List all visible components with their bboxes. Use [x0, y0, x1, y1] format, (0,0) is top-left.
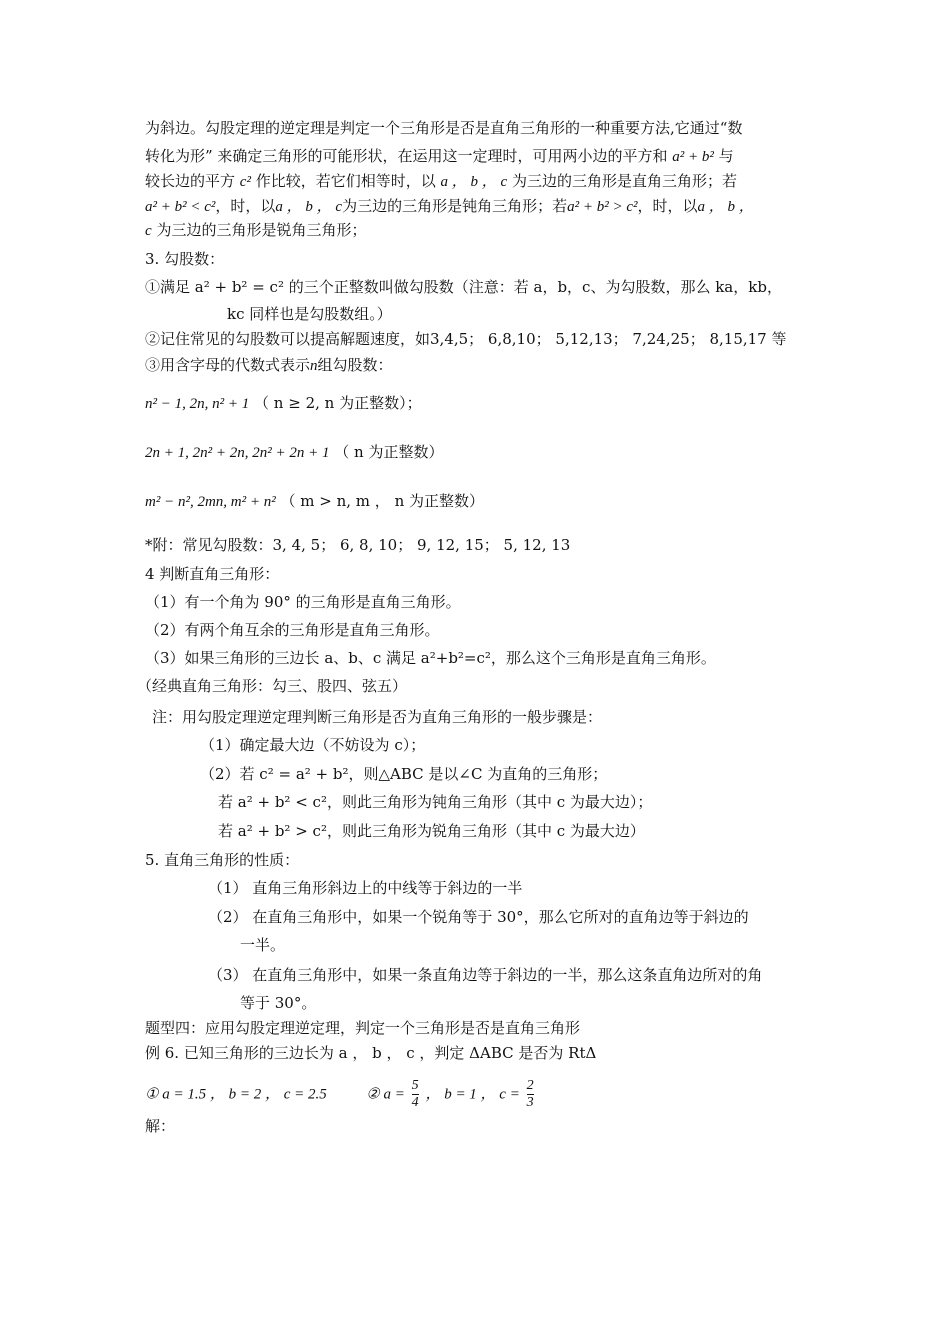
fraction — [412, 1078, 419, 1111]
math-expression: ， b = 1 ， c = — [425, 1086, 520, 1103]
text: ，时，以 — [637, 197, 698, 215]
numerator: 5 — [411, 1078, 419, 1093]
paragraph-line — [145, 145, 734, 168]
paragraph-line — [145, 219, 366, 242]
math-expression: c² — [239, 174, 251, 190]
paragraph-line — [145, 195, 754, 218]
example-question-line — [145, 1078, 536, 1111]
math-expression: a² + b² < c² — [145, 199, 216, 215]
paragraph-line: 为斜边。勾股定理的逆定理是判定一个三角形是否是直角三角形的一种重要方法,它通过“数 — [145, 119, 743, 137]
list-item: ①满足 a² + b² = c² 的三个正整数叫做勾股数（注意：若 a，b，c、为勾股数，那么 ka，kb， — [145, 278, 782, 296]
text: 作比较，若它们相等时，以 — [255, 172, 436, 190]
denominator: 3 — [526, 1095, 534, 1110]
list-item: （1）有一个角为 90° 的三角形是直角三角形。 — [145, 593, 461, 611]
list-item: （2）有两个角互余的三角形是直角三角形。 — [145, 621, 440, 639]
list-item: （3）如果三角形的三边长 a、b、c 满足 a²+b²=c²，那么这个三角形是直角三角形。 — [145, 649, 716, 667]
text: ，时，以 — [215, 197, 276, 215]
math-expression: ① a = 1.5 ， b = 2 ， c = 2.5 — [145, 1086, 327, 1103]
text: （ m > n, m ， n 为正整数） — [280, 492, 484, 510]
fraction — [527, 1078, 534, 1111]
note-line: *附：常见勾股数：3, 4, 5； 6, 8, 10； 9, 12, 15； 5, 12, 13 — [145, 536, 571, 554]
section-heading: 4 判断直角三角形： — [145, 565, 280, 583]
list-item: ②记住常见的勾股数可以提高解题速度，如3,4,5； 6,8,10； 5,12,13； 7,24,25； 8,15,17 等 — [145, 330, 787, 348]
math-expression: ② a = — [366, 1086, 405, 1103]
list-item: （2）若 c² = a² + b²，则△ABC 是以∠C 为直角的三角形； — [200, 765, 608, 783]
text: ③用含字母的代数式表示 — [145, 356, 311, 374]
denominator: 4 — [411, 1095, 419, 1110]
formula-line — [145, 392, 422, 415]
math-expression: 2n + 1, 2n² + 2n, 2n² + 2n + 1 — [145, 445, 330, 461]
text: 为三边的三角形是直角三角形；若 — [511, 172, 737, 190]
answer-label: 解： — [145, 1117, 176, 1135]
example-line: 例 6. 已知三角形的三边长为 a ， b ， c ，判定 ΔABC 是否为 RtΔ — [145, 1044, 597, 1062]
section-heading: 5. 直角三角形的性质： — [145, 851, 300, 869]
math-expression: n² − 1, 2n, n² + 1 — [145, 396, 250, 412]
list-item: 若 a² + b² > c²，则此三角形为锐角三角形（其中 c 为最大边） — [218, 822, 645, 840]
paragraph-line — [145, 170, 737, 193]
formula-line — [145, 441, 443, 464]
math-expression: m² − n², 2mn, m² + n² — [145, 494, 276, 510]
math-expression: c — [145, 223, 152, 239]
formula-line — [145, 490, 484, 513]
text: （ n ≥ 2, n 为正整数）； — [254, 394, 422, 412]
math-expression: n — [310, 358, 318, 374]
list-item-continuation: 一半。 — [240, 936, 286, 954]
text: 较长边的平方 — [145, 172, 236, 190]
list-item: （3） 在直角三角形中，如果一条直角边等于斜边的一半，那么这条直角边所对的角 — [208, 966, 763, 984]
text: 转化为形” 来确定三角形的可能形状，在运用这一定理时，可用两小边的平方和 — [145, 147, 668, 165]
list-item: （1） 直角三角形斜边上的中线等于斜边的一半 — [208, 879, 523, 897]
math-expression: a ， b ， — [697, 199, 754, 215]
text: 与 — [718, 147, 734, 165]
text: （ n 为正整数） — [334, 443, 444, 461]
text: 为三边的三角形是钝角三角形；若 — [342, 197, 568, 215]
math-expression: a ， b ， c — [275, 199, 343, 215]
numerator: 2 — [526, 1078, 534, 1093]
math-expression: a² + b² > c² — [567, 199, 638, 215]
section-heading: 题型四：应用勾股定理逆定理，判定一个三角形是否是直角三角形 — [145, 1019, 581, 1037]
math-expression: a² + b² — [672, 149, 714, 165]
section-heading: 3. 勾股数： — [145, 250, 225, 268]
note-line: 注：用勾股定理逆定理判断三角形是否为直角三角形的一般步骤是： — [152, 708, 603, 726]
text: 组勾股数： — [317, 356, 393, 374]
note-line: （经典直角三角形：勾三、股四、弦五） — [137, 677, 408, 695]
list-item-continuation: kc 同样也是勾股数组。） — [227, 305, 392, 323]
math-expression: a ， b ， c — [440, 174, 508, 190]
list-item: 若 a² + b² < c²，则此三角形为钝角三角形（其中 c 为最大边）； — [218, 793, 653, 811]
list-item-continuation: 等于 30°。 — [240, 994, 317, 1012]
text: 为三边的三角形是锐角三角形； — [156, 221, 367, 239]
list-item — [145, 354, 393, 377]
list-item: （1）确定最大边（不妨设为 c）； — [200, 736, 426, 754]
list-item: （2） 在直角三角形中，如果一个锐角等于 30°，那么它所对的直角边等于斜边的 — [208, 908, 749, 926]
